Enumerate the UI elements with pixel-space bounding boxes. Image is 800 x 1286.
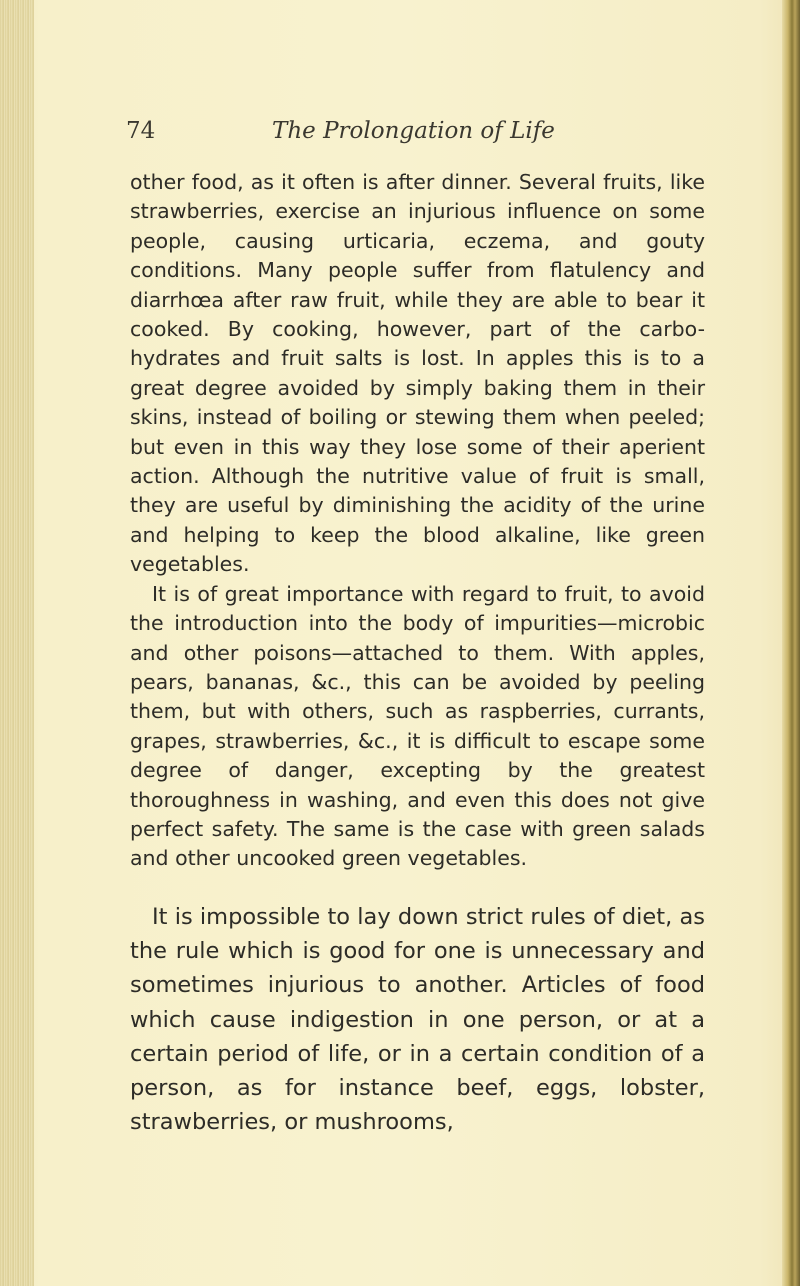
paragraph-continuation: other food, as it often is after dinner. Several fruits, like strawberries, exercise an injurious influence on some people, causing urticaria, eczema, and gouty conditions. Many people suffer from flatulency and diarrhœa after raw fruit, while they are able to bear it cooked. By cooking, however, part of the carbo-hydrates and fruit salts is lost. In apples this is to a great degree avoided by simply baking them in their skins, instead of boiling or stewing them when peeled; but even in this way they lose some of their aperient action. Although the nutritive value of fruit is small, they are useful by diminishing the acidity of the urine and helping to keep the blood alkaline, like green vegetables.: [130, 170, 705, 577]
paragraph-diet-rules: It is impossible to lay down strict rules of diet, as the rule which is good for one is unnecessary and sometimes injurious to another. Articles of food which cause indigestion in one person, or at a certain period of life, or in a certain condition of a person, as for instance beef, eggs, lobster, strawberries, or mushrooms,: [130, 904, 705, 1136]
page-binding-shadow: [0, 0, 34, 1286]
running-header: [126, 118, 716, 152]
page-number: 74: [126, 118, 156, 144]
paragraph-fruit-impurities: It is of great importance with regard to fruit, to avoid the introduction into the body of impurities—microbic and other poisons—attached to them. With apples, pears, bananas, &c., this can be avoided by peeling them, but with others, such as raspberries, currants, grapes, strawberries, &c., it is difficult to escape some degree of danger, excepting by the greatest thoroughness in washing, and even this does not give perfect safety. The same is the case with green salads and other uncooked green vegetables.: [130, 581, 705, 871]
body-text-lower: [130, 900, 705, 1139]
running-title: The Prolongation of Life: [272, 118, 555, 144]
page-edge: [782, 0, 800, 1286]
body-text-upper: [130, 168, 705, 874]
